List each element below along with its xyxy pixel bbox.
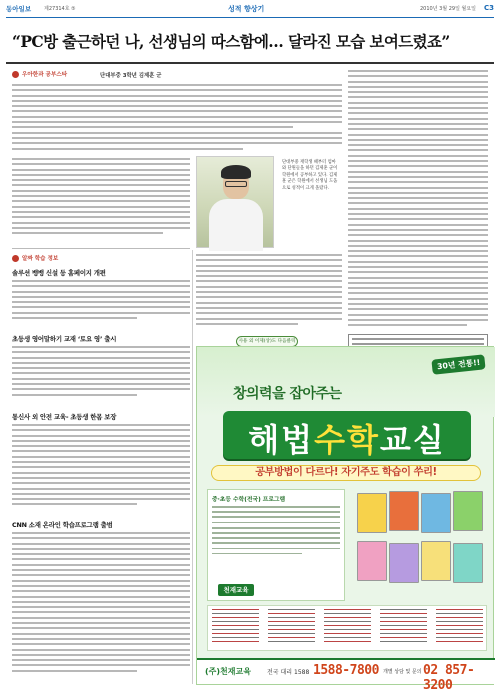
book-cover xyxy=(421,541,451,581)
ad-branch-directory xyxy=(207,605,487,651)
ad-publisher-logo: 천재교육 xyxy=(218,584,254,596)
left-subhead-2: 초등생 영어말하기 교재 ‘토요 영’ 출시 xyxy=(12,335,117,343)
ad-program-title: 중·초등 수학(전국) 프로그램 xyxy=(212,497,286,503)
issue-number: 제27314호 ⑤ xyxy=(44,6,76,12)
ad-footer xyxy=(197,658,495,693)
book-cover xyxy=(389,543,419,583)
section-divider xyxy=(12,248,190,249)
book-cover xyxy=(421,493,451,533)
site-badge: 사용 외 이제(상)도 다음클릭 xyxy=(236,336,298,347)
advertisement[interactable] xyxy=(196,346,494,693)
feature-body-left xyxy=(12,158,190,240)
feature-body-right xyxy=(348,70,488,330)
column-divider xyxy=(192,250,193,684)
left-subhead-1: 솔루션 뱅뱅 신설 등 홈페이지 개편 xyxy=(12,269,106,277)
book-cover xyxy=(453,543,483,583)
page-number: C3 xyxy=(483,4,494,12)
masthead xyxy=(6,4,494,18)
photo-caption: 단대부중 재학생 때부터 엄마와 단원들을 하던 김제훈 군이 학원에서 공부하고 있다. 김제훈 군은 학원에서 선생님 도움으로 성적이 크게 올랐다. xyxy=(282,160,338,191)
ad-sub-slogan: 공부방법이 다르다! 자기주도 학습이 쑤리! xyxy=(211,465,481,481)
ad-footer-brand: (주)천재교육 xyxy=(205,667,251,676)
ad-footer-hq: 전국 대리 1588 xyxy=(267,669,310,676)
book-cover xyxy=(357,493,387,533)
ad-brand-banner xyxy=(223,411,471,459)
feature-body-middle xyxy=(196,254,342,332)
newspaper-logo: 동아일보 xyxy=(6,5,32,13)
ad-phone-main[interactable]: 1588-7800 xyxy=(313,663,379,678)
anniversary-badge: 30년 전통!! xyxy=(431,354,486,374)
feature-intro-text xyxy=(12,84,342,154)
info-section-tag xyxy=(12,254,58,262)
left-article-4 xyxy=(12,532,190,682)
publication-date: 2010년 3월 29일 월요일 xyxy=(419,6,476,12)
left-article-2 xyxy=(12,346,190,402)
info-section-tag-label: 알짜 학습 정보 xyxy=(22,256,59,262)
section-title: 성적 향상기 xyxy=(228,5,265,13)
ad-phone-label: 개별 상담 및 문의 xyxy=(383,669,422,675)
student-photo xyxy=(196,156,274,248)
ad-phone-alt[interactable]: 02 857-3200 xyxy=(423,663,475,693)
book-cover xyxy=(357,541,387,581)
headline-rule xyxy=(6,62,494,64)
left-subhead-4: CNN 소재 온라인 학습프로그램 출범 xyxy=(12,521,113,529)
book-cover xyxy=(389,491,419,531)
feature-tag xyxy=(12,70,67,78)
left-subhead-3: 통신사 외 안전 교육- 초등생 한몸 보장 xyxy=(12,413,117,421)
tag-dot-icon xyxy=(12,71,19,78)
feature-byline: 단대부중 3학년 김제훈 군 xyxy=(100,73,162,79)
ad-book-covers xyxy=(353,489,487,601)
ad-brand-name: 해법수학교실 xyxy=(248,421,446,459)
left-article-1 xyxy=(12,280,190,324)
ad-program-box xyxy=(207,489,345,601)
ad-slogan: 창의력을 잡아주는 xyxy=(233,386,342,402)
feature-tag-label: 우아한과 공부스타 xyxy=(22,72,68,78)
left-article-3 xyxy=(12,424,190,512)
main-headline: “PC방 출근하던 나, 선생님의 따스함에… 달라진 모습 보여드렸죠” xyxy=(12,32,450,51)
book-cover xyxy=(453,491,483,531)
tag-dot-icon xyxy=(12,255,19,262)
